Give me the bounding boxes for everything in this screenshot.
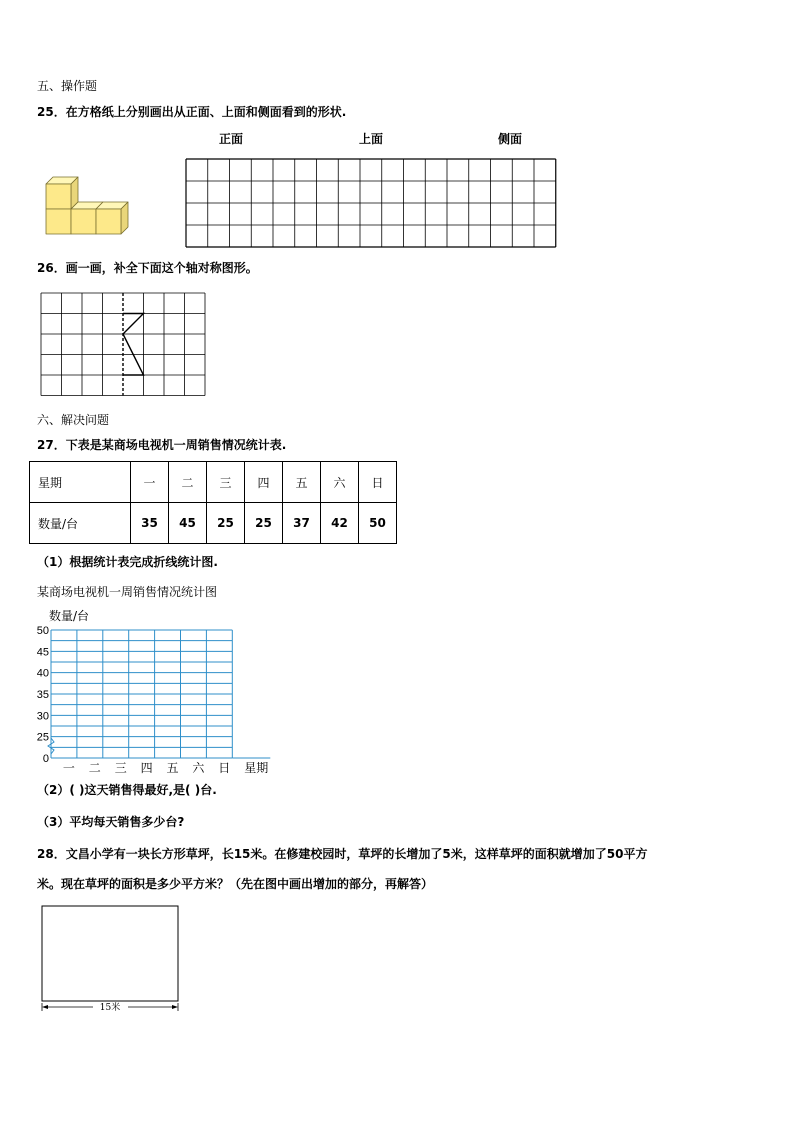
table-cell-day: 四 [245,462,283,503]
x-tick-label: 一 [62,761,75,775]
half-figure [123,314,144,376]
symmetry-grid-26[interactable] [40,292,206,397]
x-tick-label: 六 [192,761,205,775]
question-28-text-line-2: 米。现在草坪的面积是多少平方米？（先在图中画出增加的部分，再解答） [37,877,434,891]
question-25-text: 25．在方格纸上分别画出从正面、上面和侧面看到的形状. [37,105,347,119]
x-tick-label: 四 [140,761,153,775]
lawn-rectangle-figure[interactable] [38,903,184,1015]
line-chart-grid[interactable] [30,606,269,776]
question-27-text: 27．下表是某商场电视机一周销售情况统计表. [37,438,287,452]
y-tick-label: 45 [36,646,49,659]
table-cell-value: 42 [321,503,359,544]
table-cell-value: 45 [169,503,207,544]
sales-table [29,461,397,544]
y-tick-label: 35 [36,689,49,701]
y-tick-label: 50 [36,625,49,637]
table-row [30,503,397,544]
table-cell-value: 35 [131,503,169,544]
x-axis-label: 星期 [244,761,269,775]
view-label-top: 上面 [359,132,384,146]
table-cell-day: 三 [207,462,245,503]
y-tick-label: 0 [42,753,49,765]
table-cell-day: 五 [283,462,321,503]
x-tick-label: 日 [218,761,231,775]
question-28-text-line-1: 28．文昌小学有一块长方形草坪，长15米。在修建校园时，草坪的长增加了5米，这样草坪的面积就增加了50平方 [37,847,648,861]
question-27-part-3: （3）平均每天销售多少台? [37,815,185,829]
table-cell-value: 37 [283,503,321,544]
chart-title: 某商场电视机一周销售情况统计图 [37,585,218,599]
table-header-weekday: 星期 [30,462,131,503]
section-six-heading: 六、解决问题 [37,413,110,427]
question-26-text: 26．画一画，补全下面这个轴对称图形。 [37,261,258,275]
view-label-front: 正面 [219,132,244,146]
y-tick-label: 25 [36,731,49,744]
question-27-part-1: （1）根据统计表完成折线统计图. [37,555,218,569]
table-cell-day: 六 [321,462,359,503]
y-tick-label: 40 [36,667,49,680]
cube-stack-figure [40,172,140,242]
x-tick-label: 三 [114,761,127,775]
answer-grid-25[interactable] [185,158,557,250]
table-cell-value: 25 [207,503,245,544]
table-header-quantity: 数量/台 [30,503,131,544]
section-five-heading: 五、操作题 [37,79,98,93]
table-cell-value: 50 [359,503,397,544]
table-row [30,462,397,503]
table-cell-day: 二 [169,462,207,503]
question-27-part-2: （2）( )这天销售得最好,是( )台. [37,783,217,797]
x-tick-label: 五 [166,761,179,775]
table-cell-value: 25 [245,503,283,544]
table-cell-day: 日 [359,462,397,503]
x-tick-label: 二 [88,761,101,775]
view-label-side: 侧面 [498,132,523,146]
dimension-label: 15米 [99,1003,121,1013]
y-tick-label: 30 [36,710,49,723]
y-axis-label: 数量/台 [49,609,90,623]
table-cell-day: 一 [131,462,169,503]
